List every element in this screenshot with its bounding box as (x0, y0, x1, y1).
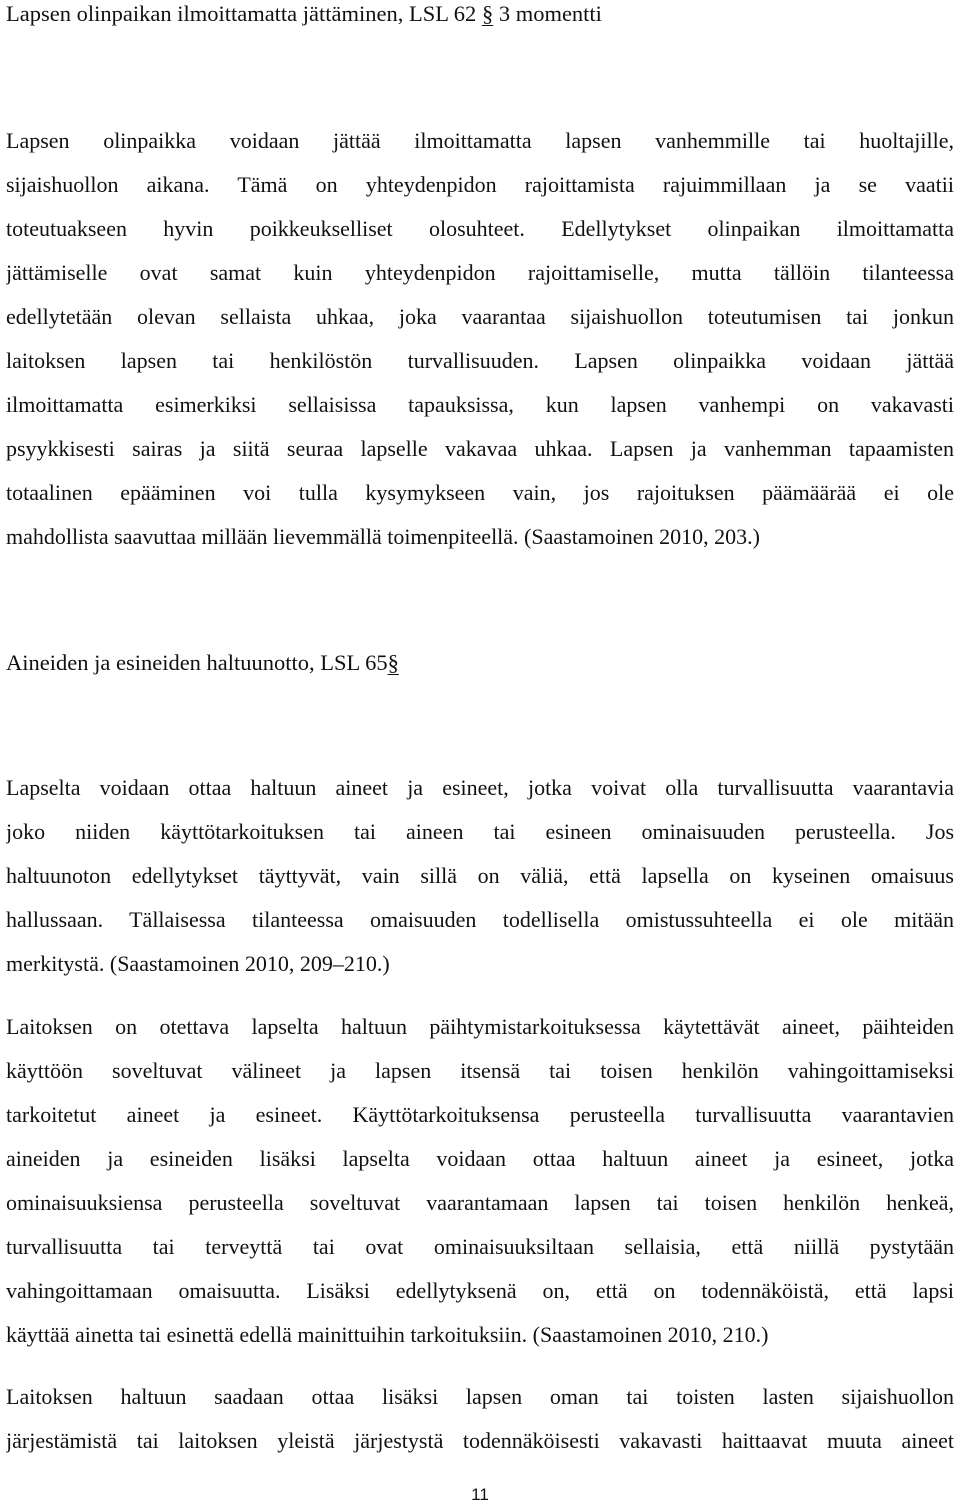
text-line: vahingoittamaan omaisuutta. Lisäksi edellytyksenä on, että on todennäköistä, että lapsi (6, 1278, 954, 1303)
text-line: mahdollista saavuttaa millään lievemmällä toimenpiteellä. (Saastamoinen 2010, 203.) (6, 524, 760, 549)
text-line: Laitoksen on otettava lapselta haltuun päihtymistarkoituksessa käytettävät aineet, päihteiden (6, 1014, 954, 1039)
section-heading-olinpaikka: Lapsen olinpaikan ilmoittamatta jättäminen, LSL 62 § 3 momentti (6, 1, 602, 26)
text-line: toteutuakseen hyvin poikkeukselliset olosuhteet. Edellytykset olinpaikan ilmoittamatta (6, 216, 954, 241)
text-line: aineiden ja esineiden lisäksi lapselta voidaan ottaa haltuun aineet ja esineet, jotka (6, 1146, 954, 1171)
text-line: ilmoittamatta esimerkiksi sellaisissa tapauksissa, kun lapsen vanhempi on vakavasti (6, 392, 954, 417)
section-mark: § (387, 650, 399, 675)
text-line: järjestämistä tai laitoksen yleistä järjestystä todennäköisesti vakavasti haittaavat muuta aineet (6, 1428, 954, 1453)
text-line: laitoksen lapsen tai henkilöstön turvallisuuden. Lapsen olinpaikka voidaan jättää (6, 348, 954, 373)
text-line: psyykkisesti sairas ja siitä seuraa lapselle vakavaa uhkaa. Lapsen ja vanhemman tapaamisten (6, 436, 954, 461)
page-number: 11 (471, 1485, 489, 1504)
text-line: käyttää ainetta tai esinettä edellä mainittuihin tarkoituksiin. (Saastamoinen 2010, 210.) (6, 1322, 769, 1347)
text-line: Laitoksen haltuun saadaan ottaa lisäksi lapsen oman tai toisten lasten sijaishuollon (6, 1384, 954, 1409)
text-line: tarkoitetut aineet ja esineet. Käyttötarkoituksensa perusteella turvallisuutta vaarantavien (6, 1102, 954, 1127)
section-heading-haltuunotto: Aineiden ja esineiden haltuunotto, LSL 65§ (6, 650, 399, 675)
text-line: merkitystä. (Saastamoinen 2010, 209‒210.) (6, 951, 390, 976)
text-line: joko niiden käyttötarkoituksen tai aineen tai esineen ominaisuuden perusteella. Jos (6, 819, 954, 844)
text-line: turvallisuutta tai terveyttä tai ovat ominaisuuksiltaan sellaisia, että niillä pystytään (6, 1234, 954, 1259)
paragraph-haltuunotto-1 (6, 766, 954, 986)
text-line: sijaishuollon aikana. Tämä on yhteydenpidon rajoittamista rajuimmillaan ja se vaatii (6, 172, 954, 197)
text-line: edellytetään olevan sellaista uhkaa, joka vaarantaa sijaishuollon toteutumisen tai jonkun (6, 304, 954, 329)
paragraph-olinpaikka (6, 119, 954, 559)
text-line: ominaisuuksiensa perusteella soveltuvat vaarantamaan lapsen tai toisen henkilön henkeä, (6, 1190, 954, 1215)
paragraph-haltuunotto-3 (6, 1375, 954, 1463)
text-line: totaalinen epääminen voi tulla kysymykseen vain, jos rajoituksen päämäärää ei ole (6, 480, 954, 505)
text-line: jättämiselle ovat samat kuin yhteydenpidon rajoittamiselle, mutta tällöin tilanteessa (6, 260, 954, 285)
paragraph-haltuunotto-2 (6, 1005, 954, 1357)
text-line: haltuunoton edellytykset täyttyvät, vain sillä on väliä, että lapsella on kyseinen omaisuus (6, 863, 954, 888)
text-line: hallussaan. Tällaisessa tilanteessa omaisuuden todellisella omistussuhteella ei ole mitään (6, 907, 954, 932)
text-line: Lapsen olinpaikka voidaan jättää ilmoittamatta lapsen vanhemmille tai huoltajille, (6, 128, 954, 153)
text-line: Lapselta voidaan ottaa haltuun aineet ja esineet, jotka voivat olla turvallisuutta vaarantavia (6, 775, 954, 800)
text-line: käyttöön soveltuvat välineet ja lapsen itsensä tai toisen henkilön vahingoittamiseksi (6, 1058, 954, 1083)
section-mark: § (481, 1, 494, 26)
